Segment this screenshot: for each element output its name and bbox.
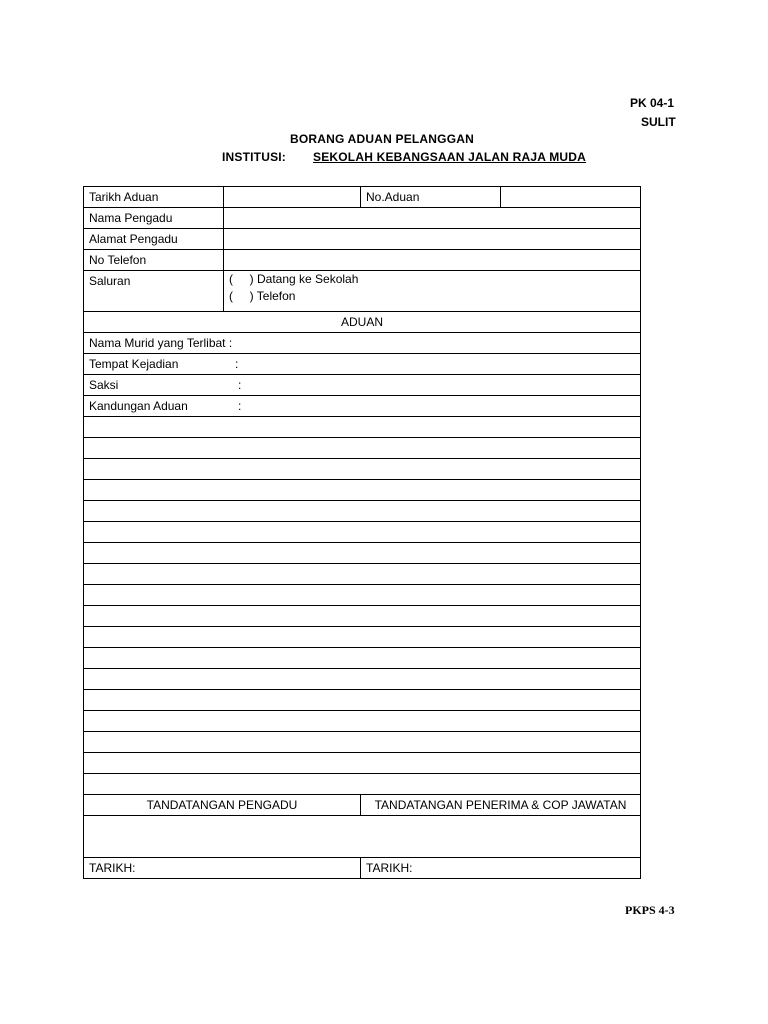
blank-line-cell <box>84 417 641 438</box>
blank-line-cell <box>84 753 641 774</box>
no-telefon-label: No Telefon <box>84 250 224 271</box>
blank-line-cell <box>84 606 641 627</box>
alamat-pengadu-field <box>224 229 641 250</box>
blank-line <box>84 690 641 711</box>
nama-pengadu-field <box>224 208 641 229</box>
complaint-form-table <box>83 186 641 879</box>
institution-name: SEKOLAH KEBANGSAAN JALAN RAJA MUDA <box>313 150 587 164</box>
blank-line-cell <box>84 732 641 753</box>
tempat-kejadian-row <box>84 354 641 375</box>
nama-murid-row: Nama Murid yang Terlibat : <box>84 333 641 354</box>
classification-label: SULIT <box>641 115 676 129</box>
blank-line <box>84 648 641 669</box>
blank-line-cell <box>84 480 641 501</box>
blank-line-cell <box>84 627 641 648</box>
blank-line-cell <box>84 459 641 480</box>
blank-line-cell <box>84 543 641 564</box>
blank-line <box>84 522 641 543</box>
blank-line <box>84 669 641 690</box>
blank-line-cell <box>84 585 641 606</box>
colon: : <box>238 399 242 413</box>
blank-line <box>84 480 641 501</box>
saluran-option-datang: ( ) Datang ke Sekolah <box>229 272 359 286</box>
saluran-option-telefon: ( ) Telefon <box>229 289 296 303</box>
blank-line-cell <box>84 438 641 459</box>
tarikh-penerima-label: TARIKH: <box>361 858 641 879</box>
no-aduan-field <box>501 187 641 208</box>
table-row <box>84 396 641 417</box>
table-row <box>84 250 641 271</box>
signature-row <box>84 816 641 858</box>
form-title: BORANG ADUAN PELANGGAN <box>290 132 474 146</box>
nama-pengadu-label: Nama Pengadu <box>84 208 224 229</box>
colon: : <box>238 378 242 392</box>
table-row <box>84 375 641 396</box>
blank-line-cell <box>84 501 641 522</box>
blank-line <box>84 543 641 564</box>
saksi-label: Saksi <box>89 378 119 392</box>
blank-line-cell <box>84 690 641 711</box>
tandatangan-pengadu-label: TANDATANGAN PENGADU <box>84 795 361 816</box>
tandatangan-penerima-label: TANDATANGAN PENERIMA & COP JAWATAN <box>361 795 641 816</box>
tempat-kejadian-label: Tempat Kejadian <box>89 357 179 371</box>
blank-line <box>84 774 641 795</box>
table-row <box>84 208 641 229</box>
saluran-label: Saluran <box>84 271 224 312</box>
no-aduan-label: No.Aduan <box>361 187 501 208</box>
blank-line-cell <box>84 669 641 690</box>
saluran-options <box>224 271 641 312</box>
signature-space <box>84 816 641 858</box>
aduan-heading: ADUAN <box>84 312 641 333</box>
saksi-row <box>84 375 641 396</box>
alamat-pengadu-label: Alamat Pengadu <box>84 229 224 250</box>
no-telefon-field <box>224 250 641 271</box>
table-row <box>84 333 641 354</box>
kandungan-aduan-label: Kandungan Aduan <box>89 399 188 413</box>
form-code: PK 04-1 <box>630 96 675 110</box>
table-row <box>84 795 641 816</box>
kandungan-aduan-row <box>84 396 641 417</box>
blank-line-cell <box>84 522 641 543</box>
table-row <box>84 187 641 208</box>
blank-line <box>84 564 641 585</box>
blank-line <box>84 711 641 732</box>
table-row <box>84 229 641 250</box>
institution-label: INSTITUSI: <box>222 150 286 164</box>
table-row <box>84 271 641 312</box>
table-row <box>84 858 641 879</box>
blank-line-cell <box>84 564 641 585</box>
blank-line-cell <box>84 711 641 732</box>
blank-line <box>84 606 641 627</box>
blank-line <box>84 585 641 606</box>
blank-line <box>84 459 641 480</box>
blank-line <box>84 501 641 522</box>
tarikh-aduan-label: Tarikh Aduan <box>84 187 224 208</box>
tarikh-pengadu-label: TARIKH: <box>84 858 361 879</box>
table-row <box>84 354 641 375</box>
table-row <box>84 312 641 333</box>
blank-line <box>84 417 641 438</box>
blank-line-cell <box>84 648 641 669</box>
blank-line <box>84 753 641 774</box>
blank-line-cell <box>84 774 641 795</box>
colon: : <box>235 357 239 371</box>
footer-code: PKPS 4-3 <box>625 903 675 917</box>
blank-line <box>84 438 641 459</box>
blank-line <box>84 627 641 648</box>
tarikh-aduan-field <box>224 187 361 208</box>
blank-line <box>84 732 641 753</box>
